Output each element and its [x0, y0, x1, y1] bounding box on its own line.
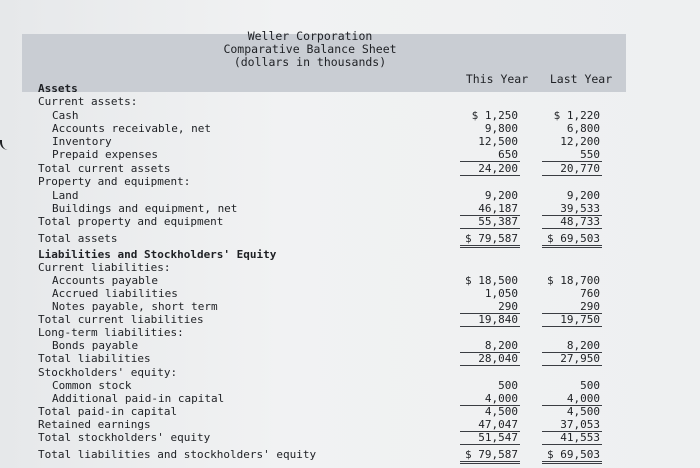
this-year-value: 650 — [498, 148, 518, 161]
this-year-value: 46,187 — [478, 202, 518, 215]
last-year-value: 9,200 — [566, 189, 600, 202]
subtotal-underline — [542, 215, 602, 216]
row-label: Retained earnings — [38, 418, 151, 431]
subtotal-underline — [460, 352, 520, 353]
row-label: Notes payable, short term — [52, 300, 218, 313]
row-label: Stockholders' equity: — [38, 366, 178, 379]
last-year-value: 20,770 — [560, 162, 600, 175]
row-label: Additional paid-in capital — [52, 392, 225, 405]
last-year-value: 4,500 — [566, 405, 600, 418]
row-label: Inventory — [52, 135, 112, 148]
subtotal-underline — [542, 444, 602, 445]
this-year-value: 9,200 — [484, 189, 518, 202]
subtotal-underline — [542, 352, 602, 353]
row-label: Total stockholders' equity — [38, 431, 211, 444]
subtotal-underline — [460, 405, 520, 406]
statement-name: Comparative Balance Sheet — [223, 42, 397, 56]
subtotal-underline — [460, 215, 520, 216]
this-year-value: 8,200 — [484, 339, 518, 352]
row-label: Total property and equipment — [38, 215, 224, 228]
row-label: Total assets — [38, 232, 118, 245]
this-year-value: 4,500 — [484, 405, 518, 418]
column-header-this-year: This Year — [465, 72, 529, 86]
subtotal-underline — [542, 161, 602, 162]
last-year-value: 760 — [580, 287, 600, 300]
subtotal-underline — [542, 431, 602, 432]
subtotal-underline — [460, 175, 520, 176]
last-year-value: 41,553 — [560, 431, 600, 444]
this-year-value: 28,040 — [478, 352, 518, 365]
this-year-value: 290 — [498, 300, 518, 313]
statement-title — [180, 30, 440, 69]
subtotal-underline — [460, 326, 520, 327]
units-note: (dollars in thousands) — [233, 55, 387, 69]
row-label: Bonds payable — [52, 339, 139, 352]
last-year-value: 8,200 — [566, 339, 600, 352]
last-year-value: $ 18,700 — [547, 274, 600, 287]
row-label: Prepaid expenses — [52, 148, 158, 161]
this-year-value: $ 18,500 — [465, 274, 518, 287]
last-year-value: 12,200 — [560, 135, 600, 148]
row-label: Current assets: — [38, 95, 138, 108]
last-year-value: 27,950 — [560, 352, 600, 365]
row-label: Current liabilities: — [38, 261, 171, 274]
row-label: Common stock — [52, 379, 132, 392]
row-label: Total current liabilities — [38, 313, 204, 326]
last-year-value: 4,000 — [566, 392, 600, 405]
subtotal-underline — [460, 444, 520, 445]
last-year-value: 500 — [580, 379, 600, 392]
subtotal-underline — [542, 326, 602, 327]
subtotal-underline — [542, 365, 602, 366]
this-year-value: 12,500 — [478, 135, 518, 148]
last-year-value: 6,800 — [566, 122, 600, 135]
double-underline — [460, 245, 520, 248]
subtotal-underline — [460, 228, 520, 229]
row-label: Accounts payable — [52, 274, 158, 287]
this-year-value: $ 1,250 — [471, 109, 518, 122]
row-label: Assets — [38, 82, 78, 95]
last-year-value: $ 1,220 — [553, 109, 600, 122]
last-year-value: 48,733 — [560, 215, 600, 228]
this-year-value: $ 79,587 — [465, 448, 518, 461]
row-label: Long-term liabilities: — [38, 326, 184, 339]
last-year-value: 290 — [580, 300, 600, 313]
last-year-value: 550 — [580, 148, 600, 161]
company-name: Weller Corporation — [247, 29, 373, 43]
this-year-value: $ 79,587 — [465, 232, 518, 245]
row-label: Liabilities and Stockholders' Equity — [38, 248, 277, 261]
last-year-value: 39,533 — [560, 202, 600, 215]
last-year-value: $ 69,503 — [547, 448, 600, 461]
this-year-value: 1,050 — [484, 287, 518, 300]
this-year-value: 9,800 — [484, 122, 518, 135]
row-label: Land — [52, 189, 79, 202]
this-year-value: 19,840 — [478, 313, 518, 326]
last-year-value: 19,750 — [560, 313, 600, 326]
row-label: Accrued liabilities — [52, 287, 178, 300]
subtotal-underline — [460, 161, 520, 162]
column-header-last-year: Last Year — [549, 72, 613, 86]
subtotal-underline — [542, 313, 602, 314]
double-underline — [460, 461, 520, 464]
this-year-value: 24,200 — [478, 162, 518, 175]
this-year-value: 55,387 — [478, 215, 518, 228]
subtotal-underline — [460, 365, 520, 366]
row-label: Total current assets — [38, 162, 171, 175]
subtotal-underline — [460, 431, 520, 432]
subtotal-underline — [542, 175, 602, 176]
this-year-value: 47,047 — [478, 418, 518, 431]
subtotal-underline — [542, 405, 602, 406]
row-label: Buildings and equipment, net — [52, 202, 238, 215]
row-label: Accounts receivable, net — [52, 122, 211, 135]
row-label: Property and equipment: — [38, 175, 191, 188]
this-year-value: 51,547 — [478, 431, 518, 444]
last-year-value: 37,053 — [560, 418, 600, 431]
double-underline — [542, 461, 602, 464]
subtotal-underline — [460, 313, 520, 314]
this-year-value: 500 — [498, 379, 518, 392]
row-label: Total liabilities and stockholders' equity — [38, 448, 317, 461]
this-year-value: 4,000 — [484, 392, 518, 405]
row-label: Cash — [52, 109, 79, 122]
row-label: Total liabilities — [38, 352, 151, 365]
last-year-value: $ 69,503 — [547, 232, 600, 245]
double-underline — [542, 245, 602, 248]
row-label: Total paid-in capital — [38, 405, 178, 418]
subtotal-underline — [542, 228, 602, 229]
